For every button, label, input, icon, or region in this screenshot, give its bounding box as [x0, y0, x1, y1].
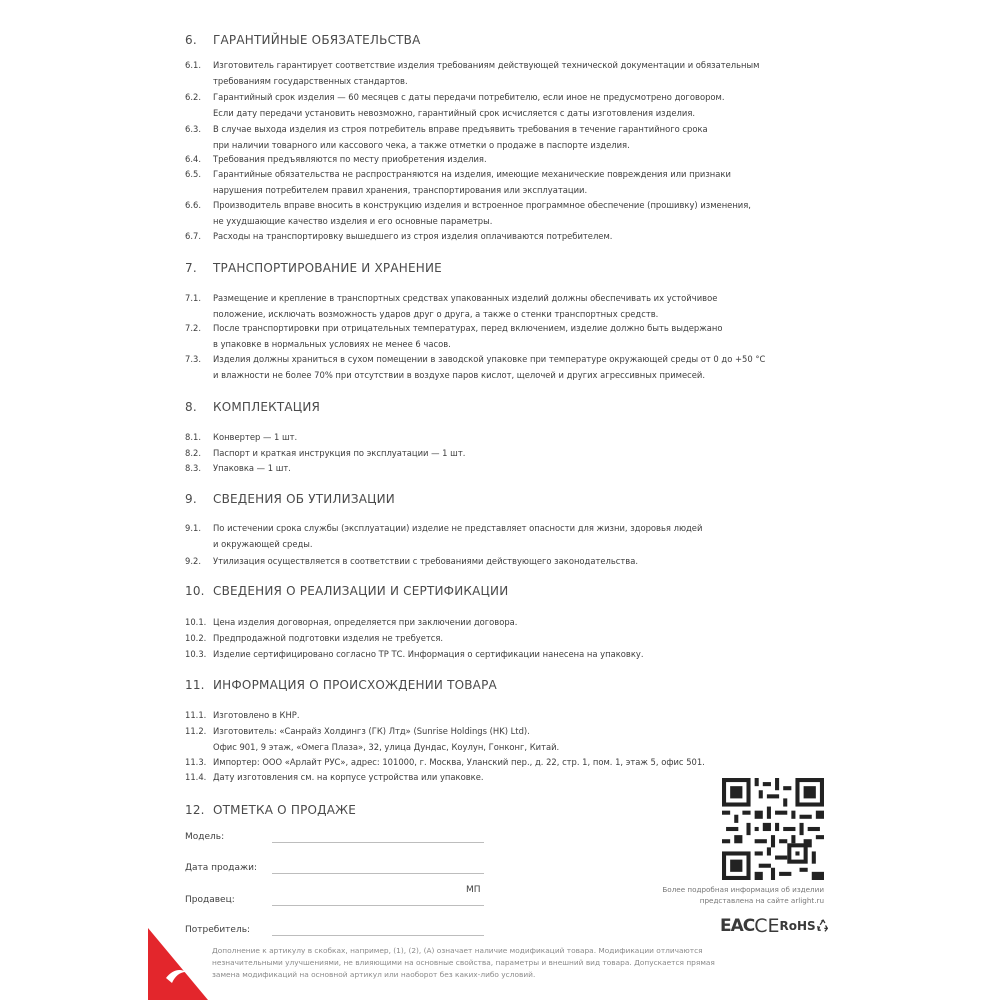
list-item: 7.2. После транспортировки при отрицательных температурах, перед включением, изделие должно быть выдержано в упаковке в нормальных условиях не менее 6 часов.	[185, 323, 723, 349]
list-item: 8.2. Паспорт и краткая инструкция по эксплуатации — 1 шт.	[185, 448, 466, 458]
list-item: 8.1. Конвертер — 1 шт.	[185, 432, 298, 442]
list-item: 6.6. Производитель вправе вносить в конструкцию изделия и встроенное программное обеспечение (прошивку) изменения, не ухудшающие качество изделия и его основные параметры.	[185, 200, 751, 226]
list-item: 11.1. Изготовлено в КНР.	[185, 710, 300, 720]
list-item: 8.3. Упаковка — 1 шт.	[185, 463, 291, 473]
section-heading-9: 9. СВЕДЕНИЯ ОБ УТИЛИЗАЦИИ	[185, 492, 395, 506]
list-item: 6.7. Расходы на транспортировку вышедшего из строя изделия оплачиваются потребителем.	[185, 231, 613, 241]
qr-caption: Более подробная информация об изделии представлена на сайте arlight.ru	[662, 885, 824, 905]
seller-field[interactable]	[272, 905, 484, 906]
section-heading-8: 8. КОМПЛЕКТАЦИЯ	[185, 400, 321, 414]
arlight-logo-icon	[148, 928, 208, 1000]
section-heading-6: 6. ГАРАНТИЙНЫЕ ОБЯЗАТЕЛЬСТВА	[185, 33, 421, 47]
list-item: 11.2. Изготовитель: «Санрайз Холдингз (ГК) Лтд» (Sunrise Holdings (HK) Ltd). Офис 901, 9 этаж, «Омега Плаза», 32, улица Дундас, Коулун, Гонконг, Китай.	[185, 726, 560, 752]
list-item: 9.2. Утилизация осуществляется в соответствии с требованиями действующего законодательства.	[185, 556, 638, 566]
list-item: 10.2. Предпродажной подготовки изделия не требуется.	[185, 633, 444, 643]
list-item: 7.1. Размещение и крепление в транспортных средствах упакованных изделий должны обеспечивать их устойчивое положение, исключать возможность ударов друг о друга, а также о стенки транспортных средств.	[185, 293, 718, 319]
field-label-seller: Продавец:	[185, 895, 235, 905]
field-label-sale-date: Дата продажи:	[185, 863, 257, 873]
certification-marks	[720, 910, 830, 942]
list-item: 10.1. Цена изделия договорная, определяется при заключении договора.	[185, 617, 518, 627]
model-field[interactable]	[272, 842, 484, 843]
rohs-icon: RoHS	[779, 919, 816, 933]
stamp-place-label: МП	[466, 885, 481, 895]
list-item: 9.1. По истечении срока службы (эксплуатации) изделие не представляет опасности для жизни, здоровья людей и окружающей среды.	[185, 523, 703, 549]
section-heading-10: 10. СВЕДЕНИЯ О РЕАЛИЗАЦИИ И СЕРТИФИКАЦИИ	[185, 584, 509, 598]
field-label-consumer: Потребитель:	[185, 925, 251, 935]
consumer-field[interactable]	[272, 935, 484, 936]
list-item: 6.2. Гарантийный срок изделия — 60 месяцев с даты передачи потребителю, если иное не предусмотрено договором. Если дату передачи установить невозможно, гарантийный срок исчисляется с даты изготовления изделия.	[185, 92, 725, 118]
list-item: 10.3. Изделие сертифицировано согласно ТР ТС. Информация о сертификации нанесена на упаковку.	[185, 649, 644, 659]
list-item: 11.3. Импортер: ООО «Арлайт РУС», адрес: 101000, г. Москва, Уланский пер., д. 22, стр. 1, пом. 1, этаж 5, офис 501.	[185, 757, 705, 767]
list-item: 7.3. Изделия должны храниться в сухом помещении в заводской упаковке при температуре окружающей среды от 0 до +50 °С и влажности не более 70% при отсутствии в воздухе паров кислот, щелочей и других агрессивных примесей.	[185, 354, 766, 380]
list-item: 6.4. Требования предъявляются по месту приобретения изделия.	[185, 154, 487, 164]
recycle-icon	[816, 915, 830, 937]
list-item: 6.3. В случае выхода изделия из строя потребитель вправе предъявить требования в течение гарантийного срока при наличии товарного или кассового чека, а также отметки о продаже в паспорте изделия.	[185, 124, 708, 150]
section-heading-11: 11. ИНФОРМАЦИЯ О ПРОИСХОЖДЕНИИ ТОВАРА	[185, 678, 497, 692]
field-label-model: Модель:	[185, 832, 225, 842]
section-heading-7: 7. ТРАНСПОРТИРОВАНИЕ И ХРАНЕНИЕ	[185, 261, 442, 275]
sale-date-field[interactable]	[272, 873, 484, 874]
ce-icon: CE	[754, 915, 780, 937]
list-item: 11.4. Дату изготовления см. на корпусе устройства или упаковке.	[185, 772, 484, 782]
list-item: 6.1. Изготовитель гарантирует соответствие изделия требованиям действующей технической документации и обязательным требованиям государственных стандартов.	[185, 60, 760, 86]
qr-code-icon[interactable]	[722, 778, 824, 880]
eac-icon: EAC	[720, 916, 755, 936]
footnote: Дополнение к артикулу в скобках, например, (1), (2), (А) означает наличие модификаций товара. Модификации отличаются незначительными улучшениями, не влияющими на основные свойства, параметры и внешний вид товара. Допускается прямая замена модификаций на основной артикул или наоборот без каких-либо условий.	[212, 946, 715, 979]
list-item: 6.5. Гарантийные обязательства не распространяются на изделия, имеющие механические повреждения или признаки нарушения потребителем правил хранения, транспортирования или эксплуатации.	[185, 169, 731, 195]
section-heading-12: 12. ОТМЕТКА О ПРОДАЖЕ	[185, 803, 357, 817]
